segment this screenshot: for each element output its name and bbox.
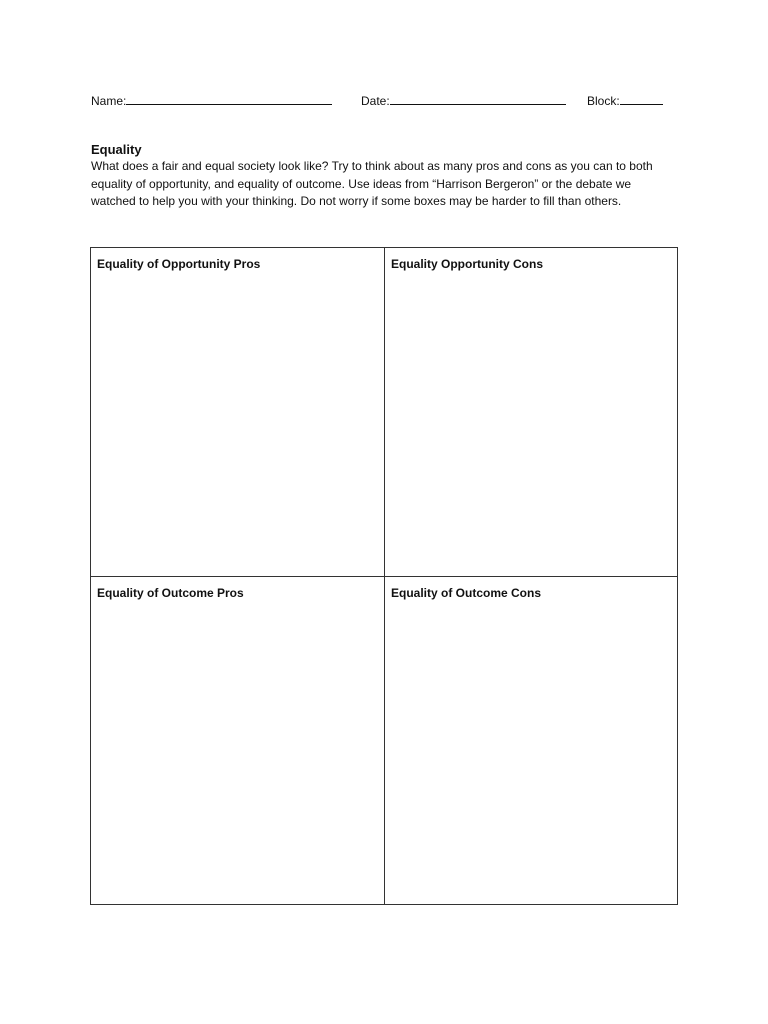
outcome-pros-label: Equality of Outcome Pros <box>97 586 244 600</box>
pros-cons-table <box>90 247 678 905</box>
opportunity-pros-cell[interactable] <box>91 248 385 577</box>
instructions-paragraph: What does a fair and equal society look like? Try to think about as many pros and cons as you can to both equality of opportunity, and equality of outcome. Use ideas from “Harrison Bergeron” or the debate we watched to help you with your thinking. Do not worry if some boxes may be harder to fill than others. <box>91 159 653 208</box>
block-blank-line[interactable] <box>620 93 663 105</box>
date-field[interactable] <box>361 93 566 109</box>
name-blank-line[interactable] <box>126 93 332 105</box>
outcome-cons-cell[interactable] <box>385 577 677 904</box>
header-fields <box>91 93 691 109</box>
opportunity-cons-cell[interactable] <box>385 248 677 577</box>
outcome-pros-cell[interactable] <box>91 577 385 904</box>
page-title: Equality <box>91 142 142 157</box>
date-blank-line[interactable] <box>390 93 566 105</box>
outcome-cons-label: Equality of Outcome Cons <box>391 586 542 600</box>
date-label: Date: <box>361 94 390 108</box>
opportunity-cons-label: Equality Opportunity Cons <box>391 257 543 271</box>
name-field[interactable] <box>91 93 332 109</box>
name-label: Name: <box>91 94 127 108</box>
block-field[interactable] <box>587 93 663 109</box>
opportunity-pros-label: Equality of Opportunity Pros <box>97 257 261 271</box>
block-label: Block: <box>587 94 620 108</box>
